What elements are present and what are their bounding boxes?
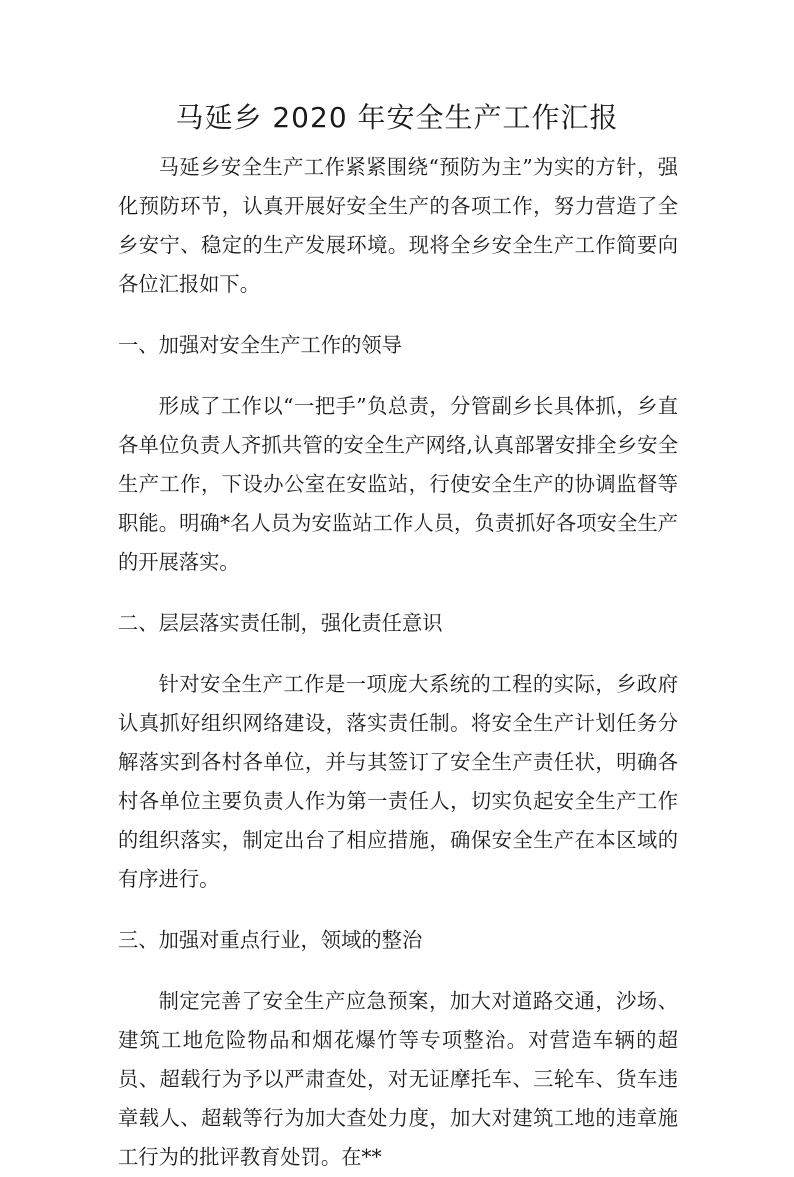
document-title: 马延乡 2020 年安全生产工作汇报: [175, 101, 619, 134]
section-2: [118, 604, 678, 899]
section-heading: 三、加强对重点行业，领域的整治: [118, 928, 423, 952]
section-heading: 二、层层落实责任制，强化责任意识: [118, 611, 443, 635]
section-heading: 一、加强对安全生产工作的领导: [118, 333, 402, 357]
section-paragraph: 制定完善了安全生产应急预案，加大对道路交通，沙场、建筑工地危险物品和烟花爆竹等专项整治。对营造车辆的超员、超载行为予以严肃查处，对无证摩托车、三轮车、货车违章载人、超载等行为加大查处力度，加大对建筑工地的违章施工行为的批评教育处罚。在**: [118, 989, 678, 1169]
section-paragraph: 针对安全生产工作是一项庞大系统的工程的实际，乡政府认真抓好组织网络建设，落实责任制。将安全生产计划任务分解落实到各村各单位，并与其签订了安全生产责任状，明确各村各单位主要负责人作为第一责任人，切实负起安全生产工作的组织落实，制定出台了相应措施，确保安全生产在本区域的有序进行。: [118, 672, 678, 891]
document-body: [118, 148, 678, 1177]
section-3: [118, 921, 678, 1177]
section-1: [118, 326, 678, 582]
section-paragraph: 形成了工作以“一把手”负总责，分管副乡长具体抓，乡直各单位负责人齐抓共管的安全生产网络,认真部署安排全乡安全生产工作，下设办公室在安监站，行使安全生产的协调监督等职能。明确*名人员为安监站工作人员，负责抓好各项安全生产的开展落实。: [118, 394, 678, 574]
intro-paragraph: 马延乡安全生产工作紧紧围绕“预防为主”为实的方针，强化预防环节，认真开展好安全生产的各项工作，努力营造了全乡安宁、稳定的生产发展环境。现将全乡安全生产工作简要向各位汇报如下。: [118, 155, 678, 296]
